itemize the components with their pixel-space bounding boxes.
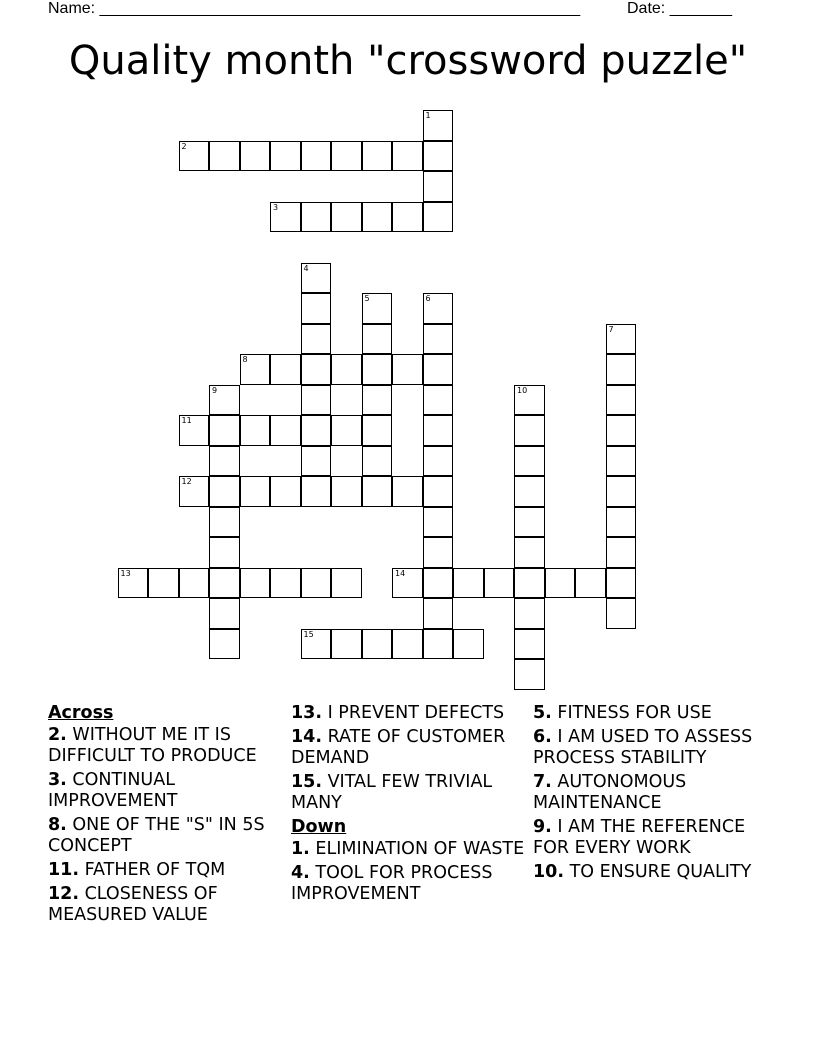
clue-number: 2. bbox=[48, 725, 67, 745]
clue-number: 6. bbox=[533, 727, 552, 747]
clue-text: TOOL FOR PROCESS IMPROVEMENT bbox=[291, 863, 493, 904]
crossword-cell[interactable] bbox=[392, 354, 423, 385]
crossword-cell[interactable] bbox=[179, 568, 210, 599]
header-line bbox=[48, 0, 732, 18]
crossword-cell[interactable] bbox=[392, 476, 423, 507]
clue-text: FITNESS FOR USE bbox=[551, 703, 712, 723]
clue-text: CONTINUAL IMPROVEMENT bbox=[48, 770, 178, 811]
crossword-cell[interactable] bbox=[301, 293, 332, 324]
crossword-cell[interactable] bbox=[301, 415, 332, 446]
crossword-cell[interactable] bbox=[423, 507, 454, 538]
crossword-cell[interactable] bbox=[514, 476, 545, 507]
crossword-cell[interactable] bbox=[331, 629, 362, 660]
crossword-cell[interactable] bbox=[423, 415, 454, 446]
crossword-cell[interactable] bbox=[362, 324, 393, 355]
crossword-cell[interactable] bbox=[209, 568, 240, 599]
crossword-cell[interactable] bbox=[270, 415, 301, 446]
crossword-cell[interactable] bbox=[240, 476, 271, 507]
crossword-cell[interactable] bbox=[423, 476, 454, 507]
crossword-cell[interactable] bbox=[392, 141, 423, 172]
crossword-cell[interactable] bbox=[423, 446, 454, 477]
clue-number: 13. bbox=[291, 703, 323, 723]
crossword-cell[interactable] bbox=[606, 476, 637, 507]
down-clue bbox=[533, 817, 765, 859]
crossword-cell[interactable] bbox=[606, 324, 637, 355]
crossword-cell[interactable] bbox=[148, 568, 179, 599]
crossword-cell[interactable] bbox=[240, 141, 271, 172]
crossword-cell[interactable] bbox=[240, 568, 271, 599]
crossword-cell[interactable] bbox=[575, 568, 606, 599]
across-clue bbox=[291, 727, 526, 769]
crossword-cell[interactable] bbox=[362, 141, 393, 172]
crossword-cell[interactable] bbox=[423, 385, 454, 416]
clue-number: 10 bbox=[517, 385, 528, 395]
clue-number: 9 bbox=[212, 385, 218, 395]
crossword-cell[interactable] bbox=[209, 629, 240, 660]
crossword-cell[interactable] bbox=[514, 598, 545, 629]
clue-number: 3. bbox=[48, 770, 67, 790]
crossword-cell[interactable] bbox=[301, 141, 332, 172]
clue-number: 5. bbox=[533, 703, 552, 723]
clue-text: I PREVENT DEFECTS bbox=[322, 703, 505, 723]
crossword-cell[interactable] bbox=[392, 629, 423, 660]
clue-number: 10. bbox=[533, 862, 565, 882]
crossword-cell[interactable] bbox=[270, 141, 301, 172]
crossword-cell[interactable] bbox=[270, 202, 301, 233]
crossword-cell[interactable] bbox=[606, 415, 637, 446]
crossword-cell[interactable] bbox=[606, 537, 637, 568]
down-clue bbox=[291, 863, 526, 905]
crossword-cell[interactable] bbox=[240, 415, 271, 446]
clue-number: 12 bbox=[181, 477, 192, 486]
down-clue bbox=[291, 839, 526, 860]
clue-text: TO ENSURE QUALITY bbox=[564, 862, 752, 882]
crossword-cell[interactable] bbox=[209, 415, 240, 446]
name-field-label[interactable]: Name: ______________________________________________________ bbox=[48, 0, 581, 17]
crossword-cell[interactable] bbox=[362, 446, 393, 477]
clue-text: VITAL FEW TRIVIAL MANY bbox=[291, 772, 493, 813]
across-clue bbox=[48, 770, 280, 812]
clue-text: AUTONOMOUS MAINTENANCE bbox=[533, 772, 687, 813]
crossword-cell[interactable] bbox=[606, 507, 637, 538]
across-clue bbox=[291, 772, 526, 814]
date-field-label[interactable]: Date: _______ bbox=[627, 0, 732, 17]
crossword-cell[interactable] bbox=[270, 354, 301, 385]
clue-number: 7. bbox=[533, 772, 552, 792]
crossword-cell[interactable] bbox=[514, 629, 545, 660]
crossword-cell[interactable] bbox=[301, 629, 332, 660]
crossword-cell[interactable] bbox=[484, 568, 515, 599]
crossword-cell[interactable] bbox=[423, 629, 454, 660]
crossword-cell[interactable] bbox=[331, 141, 362, 172]
clue-text: I AM USED TO ASSESS PROCESS STABILITY bbox=[533, 727, 753, 768]
crossword-cell[interactable] bbox=[606, 354, 637, 385]
across-clue bbox=[48, 860, 280, 881]
crossword-cell[interactable] bbox=[301, 263, 332, 294]
crossword-cell[interactable] bbox=[514, 415, 545, 446]
clue-number: 6 bbox=[425, 294, 431, 303]
crossword-cell[interactable] bbox=[331, 568, 362, 599]
clue-number: 8 bbox=[242, 355, 248, 364]
crossword-cell[interactable] bbox=[301, 446, 332, 477]
crossword-cell[interactable] bbox=[209, 385, 240, 416]
crossword-cell[interactable] bbox=[545, 568, 576, 599]
crossword-cell[interactable] bbox=[606, 446, 637, 477]
crossword-cell[interactable] bbox=[606, 385, 637, 416]
clue-number: 15. bbox=[291, 772, 323, 792]
crossword-cell[interactable] bbox=[392, 202, 423, 233]
crossword-cell[interactable] bbox=[209, 537, 240, 568]
crossword-cell[interactable] bbox=[423, 324, 454, 355]
crossword-cell[interactable] bbox=[362, 354, 393, 385]
crossword-cell[interactable] bbox=[179, 141, 210, 172]
across-clue bbox=[48, 725, 280, 767]
down-clue bbox=[533, 727, 765, 769]
crossword-cell[interactable] bbox=[423, 110, 454, 141]
crossword-cell[interactable] bbox=[118, 568, 149, 599]
crossword-cell[interactable] bbox=[270, 568, 301, 599]
clue-text: FATHER OF TQM bbox=[79, 860, 226, 880]
clue-column-2 bbox=[291, 703, 526, 908]
crossword-cell[interactable] bbox=[331, 202, 362, 233]
crossword-cell[interactable] bbox=[423, 293, 454, 324]
crossword-cell[interactable] bbox=[514, 446, 545, 477]
crossword-cell[interactable] bbox=[606, 568, 637, 599]
across-clue bbox=[48, 815, 280, 857]
crossword-cell[interactable] bbox=[392, 568, 423, 599]
crossword-cell[interactable] bbox=[301, 354, 332, 385]
clue-number: 7 bbox=[608, 324, 614, 334]
crossword-cell[interactable] bbox=[209, 141, 240, 172]
crossword-cell[interactable] bbox=[362, 202, 393, 233]
crossword-cell[interactable] bbox=[362, 415, 393, 446]
crossword-cell[interactable] bbox=[514, 385, 545, 416]
clue-number: 13 bbox=[120, 568, 131, 578]
clue-number: 2 bbox=[181, 141, 187, 151]
crossword-cell[interactable] bbox=[362, 629, 393, 660]
clue-number: 8. bbox=[48, 815, 67, 835]
clue-number: 11 bbox=[181, 416, 192, 425]
crossword-cell[interactable] bbox=[209, 446, 240, 477]
crossword-cell[interactable] bbox=[453, 629, 484, 660]
across-clue bbox=[291, 703, 526, 724]
clue-number: 14 bbox=[395, 568, 406, 578]
crossword-cell[interactable] bbox=[423, 141, 454, 172]
down-clue bbox=[533, 862, 765, 883]
crossword-cell[interactable] bbox=[209, 476, 240, 507]
clue-column-3 bbox=[533, 703, 765, 886]
clue-number: 3 bbox=[273, 202, 279, 212]
crossword-cell[interactable] bbox=[453, 568, 484, 599]
clue-column-1 bbox=[48, 703, 280, 929]
clue-number: 4. bbox=[291, 863, 310, 883]
clue-text: ELIMINATION OF WASTE bbox=[309, 839, 525, 859]
crossword-cell[interactable] bbox=[606, 598, 637, 629]
crossword-cell[interactable] bbox=[331, 354, 362, 385]
crossword-cell[interactable] bbox=[179, 476, 210, 507]
crossword-cell[interactable] bbox=[514, 659, 545, 690]
clue-number: 9. bbox=[533, 817, 552, 837]
crossword-cell[interactable] bbox=[423, 537, 454, 568]
clue-number: 12. bbox=[48, 884, 80, 904]
clue-number: 15 bbox=[303, 629, 314, 639]
crossword-cell[interactable] bbox=[270, 476, 301, 507]
crossword-cell[interactable] bbox=[362, 293, 393, 324]
crossword-cell[interactable] bbox=[301, 476, 332, 507]
clue-number: 1 bbox=[425, 111, 431, 120]
clue-number: 4 bbox=[303, 263, 309, 273]
across-heading: Across bbox=[48, 703, 114, 723]
clue-number: 14. bbox=[291, 727, 323, 747]
crossword-cell[interactable] bbox=[514, 537, 545, 568]
crossword-cell[interactable] bbox=[331, 476, 362, 507]
clue-text: CLOSENESS OF MEASURED VALUE bbox=[48, 884, 218, 925]
across-clue bbox=[48, 884, 280, 926]
crossword-cell[interactable] bbox=[362, 385, 393, 416]
crossword-cell[interactable] bbox=[301, 202, 332, 233]
clue-number: 11. bbox=[48, 860, 80, 880]
crossword-cell[interactable] bbox=[362, 476, 393, 507]
clue-number: 1. bbox=[291, 839, 310, 859]
crossword-cell[interactable] bbox=[331, 415, 362, 446]
crossword-cell[interactable] bbox=[423, 354, 454, 385]
clue-number: 5 bbox=[364, 294, 370, 303]
crossword-cell[interactable] bbox=[209, 598, 240, 629]
crossword-cell[interactable] bbox=[423, 171, 454, 202]
clue-text: RATE OF CUSTOMER DEMAND bbox=[291, 727, 506, 768]
crossword-cell[interactable] bbox=[240, 354, 271, 385]
clue-text: I AM THE REFERENCE FOR EVERY WORK bbox=[533, 817, 746, 858]
crossword-cell[interactable] bbox=[514, 507, 545, 538]
crossword-cell[interactable] bbox=[514, 568, 545, 599]
crossword-cell[interactable] bbox=[301, 324, 332, 355]
crossword-cell[interactable] bbox=[301, 568, 332, 599]
crossword-cell[interactable] bbox=[301, 385, 332, 416]
crossword-cell[interactable] bbox=[423, 598, 454, 629]
down-clue bbox=[533, 772, 765, 814]
crossword-cell[interactable] bbox=[209, 507, 240, 538]
page-title: Quality month "crossword puzzle" bbox=[68, 38, 748, 84]
crossword-cell[interactable] bbox=[179, 415, 210, 446]
crossword-cell[interactable] bbox=[423, 568, 454, 599]
clue-text: WITHOUT ME IT IS DIFFICULT TO PRODUCE bbox=[48, 725, 257, 766]
down-clue bbox=[533, 703, 765, 724]
crossword-cell[interactable] bbox=[423, 202, 454, 233]
clue-text: ONE OF THE "S" IN 5S CONCEPT bbox=[48, 815, 265, 856]
down-heading: Down bbox=[291, 817, 347, 837]
